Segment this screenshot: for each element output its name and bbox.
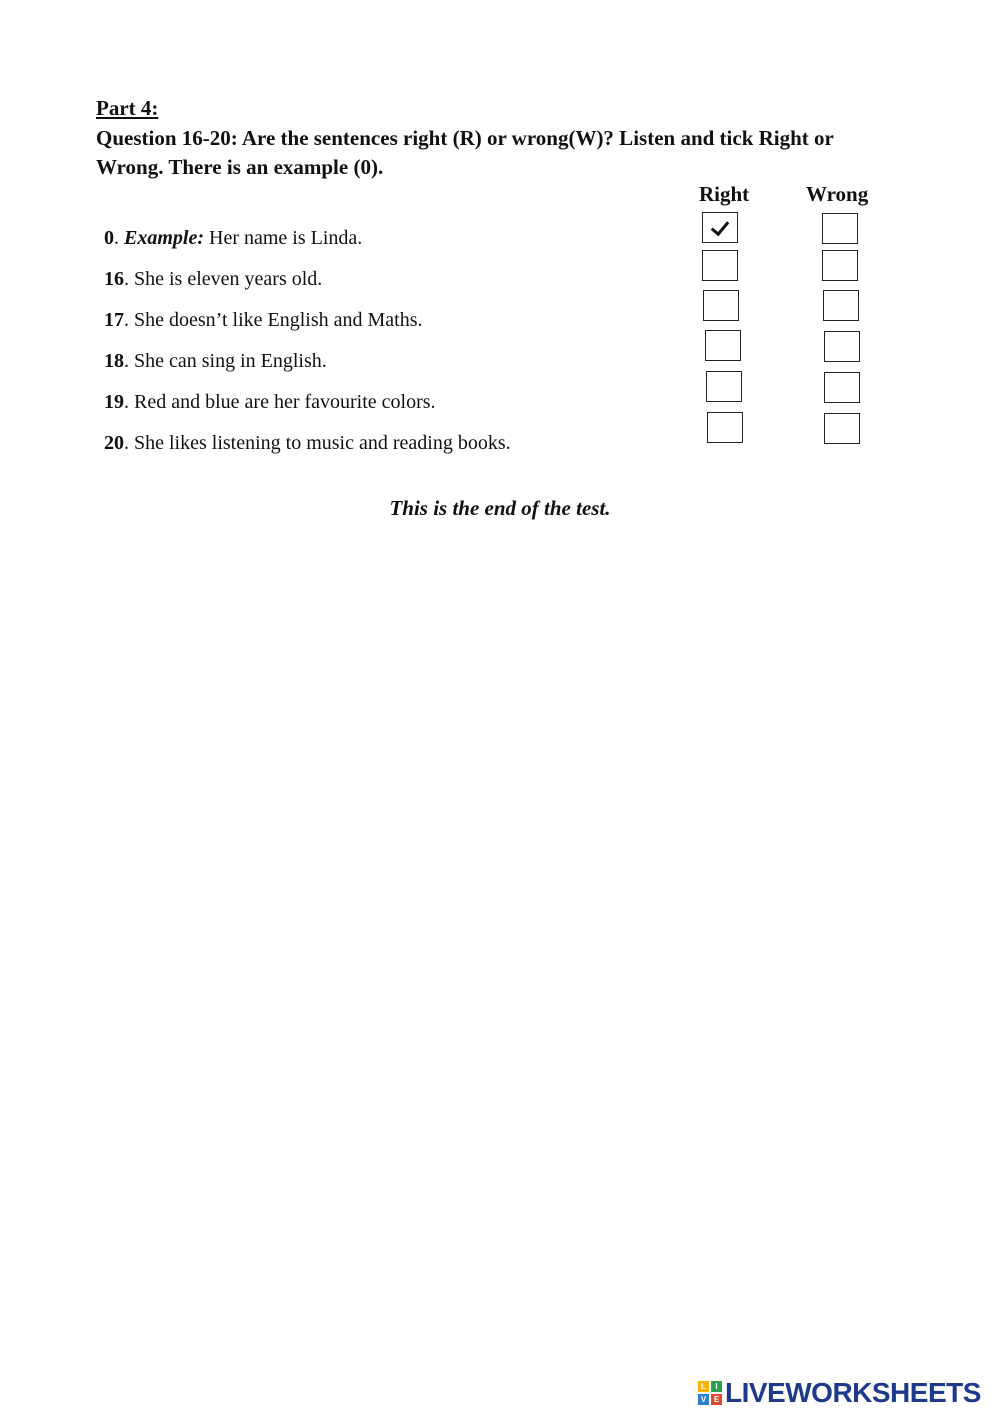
question-number: 18 (104, 350, 124, 372)
wrong-checkbox-16[interactable] (822, 250, 858, 281)
question-number: 19 (104, 391, 124, 413)
instructions: Question 16-20: Are the sentences right (R) or wrong(W)? Listen and tick Right or Wrong. There is an example (0). (96, 126, 834, 179)
liveworksheets-logo (698, 1378, 981, 1408)
question-row: 20. She likes listening to music and reading books. (104, 432, 511, 454)
wrong-checkbox-0[interactable] (822, 213, 858, 244)
question-number: 20 (104, 432, 124, 454)
right-checkbox-16[interactable] (702, 250, 738, 281)
question-row: 19. Red and blue are her favourite colors. (104, 391, 436, 413)
right-column-header: Right (699, 182, 750, 206)
question-text: She doesn’t like English and Maths. (134, 309, 423, 331)
right-checkbox-17[interactable] (703, 290, 739, 321)
right-checkbox-18[interactable] (705, 330, 741, 361)
question-text: She likes listening to music and reading books. (134, 432, 511, 454)
right-checkbox-20[interactable] (707, 412, 743, 443)
question-number: 0 (104, 227, 114, 249)
logo-mark-icon: L I V E (698, 1381, 722, 1405)
question-row: 17. She doesn’t like English and Maths. (104, 309, 423, 331)
question-text: Her name is Linda. (204, 227, 363, 249)
question-text: Red and blue are her favourite colors. (134, 391, 436, 413)
logo-text: LIVEWORKSHEETS (725, 1377, 981, 1408)
right-checkbox-0[interactable] (702, 212, 738, 243)
example-label: Example: (124, 227, 204, 249)
question-row: 18. She can sing in English. (104, 350, 327, 372)
end-note: This is the end of the test. (389, 496, 611, 520)
question-text: She is eleven years old. (134, 268, 323, 290)
right-checkbox-19[interactable] (706, 371, 742, 402)
question-number: 16 (104, 268, 124, 290)
wrong-checkbox-18[interactable] (824, 331, 860, 362)
wrong-checkbox-19[interactable] (824, 372, 860, 403)
question-row: 0. Example: Her name is Linda. (104, 227, 363, 249)
wrong-column-header: Wrong (806, 182, 869, 206)
question-number: 17 (104, 309, 124, 331)
wrong-checkbox-17[interactable] (823, 290, 859, 321)
part-title: Part 4: (96, 96, 159, 120)
question-text: She can sing in English. (134, 350, 327, 372)
wrong-checkbox-20[interactable] (824, 413, 860, 444)
question-row: 16. She is eleven years old. (104, 268, 323, 290)
